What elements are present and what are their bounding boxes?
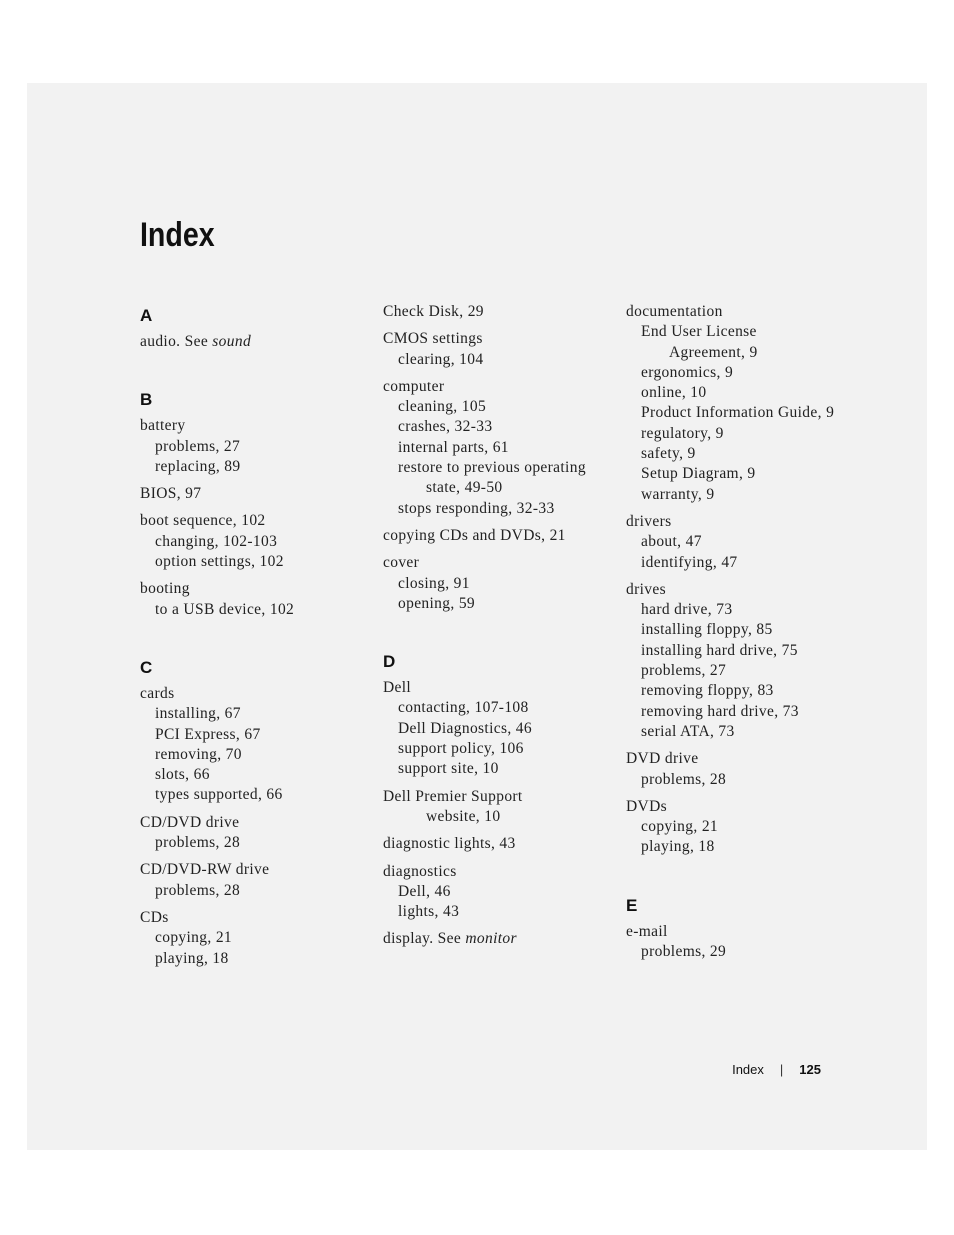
entry-sub: crashes, 32-33	[398, 418, 493, 436]
entry-main: diagnostics	[383, 862, 457, 880]
entry-sub: problems, 27	[641, 662, 727, 680]
entry-main: copying CDs and DVDs, 21	[383, 526, 566, 544]
entry-main: Dell Premier Support	[383, 787, 523, 805]
entry-main: drives	[626, 580, 666, 598]
index-entry-cards	[140, 684, 370, 806]
index-entry-audio	[140, 332, 370, 352]
entry-text: display. See	[383, 930, 466, 948]
entry-main: documentation	[626, 303, 723, 320]
entry-main: computer	[383, 377, 445, 395]
section-letter-c: C	[140, 657, 153, 677]
index-entry-cover	[383, 553, 613, 614]
entry-main: cards	[140, 684, 175, 702]
entry-sub: Setup Diagram, 9	[641, 465, 756, 483]
entry-sub: copying, 21	[641, 818, 719, 836]
entry-sub: problems, 28	[155, 881, 241, 899]
index-column-3	[626, 302, 856, 962]
entry-sub: installing, 67	[155, 705, 241, 723]
entry-continuation: state, 49-50	[426, 479, 503, 497]
entry-sub: hard drive, 73	[641, 601, 733, 619]
entry-sub: closing, 91	[398, 574, 470, 592]
index-entry-check-disk	[383, 302, 613, 322]
entry-sub: lights, 43	[398, 903, 460, 921]
entry-sub: playing, 18	[641, 838, 715, 856]
index-entry-cd-dvd-rw-drive	[140, 860, 370, 901]
page-number: 125	[799, 1062, 821, 1077]
entry-sub: problems, 28	[155, 834, 241, 852]
entry-main: CMOS settings	[383, 330, 483, 348]
entry-sub: Dell Diagnostics, 46	[398, 719, 532, 737]
index-entry-dvd-drive	[626, 749, 856, 790]
entry-sub: clearing, 104	[398, 350, 484, 368]
entry-main: e-mail	[626, 922, 668, 940]
entry-sub: opening, 59	[398, 594, 476, 612]
entry-sub: playing, 18	[155, 949, 229, 967]
entry-sub: problems, 28	[641, 770, 727, 788]
index-entry-diagnostic-lights	[383, 834, 613, 854]
entry-sub: contacting, 107-108	[398, 699, 529, 717]
index-entry-dell-premier-support	[383, 787, 613, 828]
index-entry-dell	[383, 678, 613, 779]
entry-sub: installing floppy, 85	[641, 621, 773, 639]
index-entry-drives	[626, 580, 856, 742]
index-column-1	[140, 302, 370, 969]
section-letter-b: B	[140, 390, 153, 410]
entry-main: boot sequence, 102	[140, 512, 266, 530]
index-entry-drivers	[626, 512, 856, 573]
index-entry-copying-cds	[383, 526, 613, 546]
index-entry-boot-sequence	[140, 511, 370, 572]
section-letter-d: D	[383, 652, 396, 672]
entry-main: DVD drive	[626, 750, 699, 768]
index-entry-cds	[140, 908, 370, 969]
entry-main: cover	[383, 554, 420, 572]
entry-main: CDs	[140, 908, 169, 926]
entry-sub: removing hard drive, 73	[641, 702, 799, 720]
entry-main: Dell	[383, 679, 412, 697]
entry-sub: replacing, 89	[155, 457, 241, 475]
index-entry-documentation	[626, 302, 856, 505]
entry-sub: types supported, 66	[155, 786, 283, 804]
entry-sub: ergonomics, 9	[641, 363, 734, 381]
entry-sub: stops responding, 32-33	[398, 499, 555, 517]
entry-sub: support site, 10	[398, 760, 499, 778]
entry-sub: support policy, 106	[398, 740, 524, 758]
entry-main: CD/DVD-RW drive	[140, 861, 270, 879]
page-footer	[732, 1060, 821, 1080]
index-entry-display	[383, 929, 613, 949]
entry-sub: online, 10	[641, 384, 707, 402]
index-entry-dvds	[626, 797, 856, 858]
entry-sub: warranty, 9	[641, 485, 715, 503]
entry-sub: safety, 9	[641, 445, 696, 463]
see-reference: sound	[212, 333, 252, 350]
entry-main: drivers	[626, 512, 672, 530]
entry-sub: End User License	[641, 323, 757, 341]
entry-main: BIOS, 97	[140, 485, 202, 503]
entry-sub: changing, 102-103	[155, 532, 278, 550]
entry-sub: internal parts, 61	[398, 438, 509, 456]
entry-sub: regulatory, 9	[641, 424, 724, 442]
entry-sub: problems, 27	[155, 437, 241, 455]
index-entry-e-mail	[626, 922, 856, 963]
index-entry-battery	[140, 416, 370, 477]
index-entry-bios	[140, 484, 370, 504]
index-entry-booting	[140, 579, 370, 620]
entry-main: booting	[140, 580, 190, 598]
index-entry-diagnostics	[383, 862, 613, 923]
entry-text: audio. See	[140, 333, 213, 350]
entry-sub: installing hard drive, 75	[641, 641, 798, 659]
section-letter-a: A	[140, 306, 153, 325]
entry-sub: about, 47	[641, 533, 702, 551]
entry-sub: slots, 66	[155, 766, 210, 784]
entry-sub: restore to previous operating	[398, 459, 586, 477]
index-column-2	[383, 302, 613, 950]
entry-sub: cleaning, 105	[398, 398, 487, 416]
entry-main: Check Disk, 29	[383, 303, 484, 320]
entry-main: diagnostic lights, 43	[383, 835, 516, 853]
entry-sub: removing, 70	[155, 745, 242, 763]
entry-main: battery	[140, 417, 186, 435]
see-reference: monitor	[465, 930, 517, 948]
entry-sub: problems, 29	[641, 943, 727, 961]
entry-continuation: website, 10	[426, 807, 501, 825]
index-entry-cmos-settings	[383, 329, 613, 370]
entry-sub: copying, 21	[155, 929, 233, 947]
entry-continuation: Agreement, 9	[669, 343, 758, 361]
entry-sub: PCI Express, 67	[155, 725, 261, 743]
entry-sub: Product Information Guide, 9	[641, 404, 835, 422]
entry-sub: option settings, 102	[155, 553, 284, 571]
index-entry-cd-dvd-drive	[140, 813, 370, 854]
entry-main: CD/DVD drive	[140, 813, 240, 831]
entry-sub: to a USB device, 102	[155, 600, 295, 618]
entry-main: DVDs	[626, 797, 668, 815]
entry-sub: Dell, 46	[398, 882, 451, 900]
entry-sub: removing floppy, 83	[641, 682, 774, 700]
section-letter-e: E	[626, 895, 638, 915]
entry-sub: serial ATA, 73	[641, 722, 735, 740]
entry-sub: identifying, 47	[641, 553, 738, 571]
footer-section-label: Index	[732, 1062, 764, 1077]
index-entry-computer	[383, 377, 613, 519]
page-title: Index	[140, 216, 215, 254]
footer-separator: |	[779, 1062, 784, 1077]
